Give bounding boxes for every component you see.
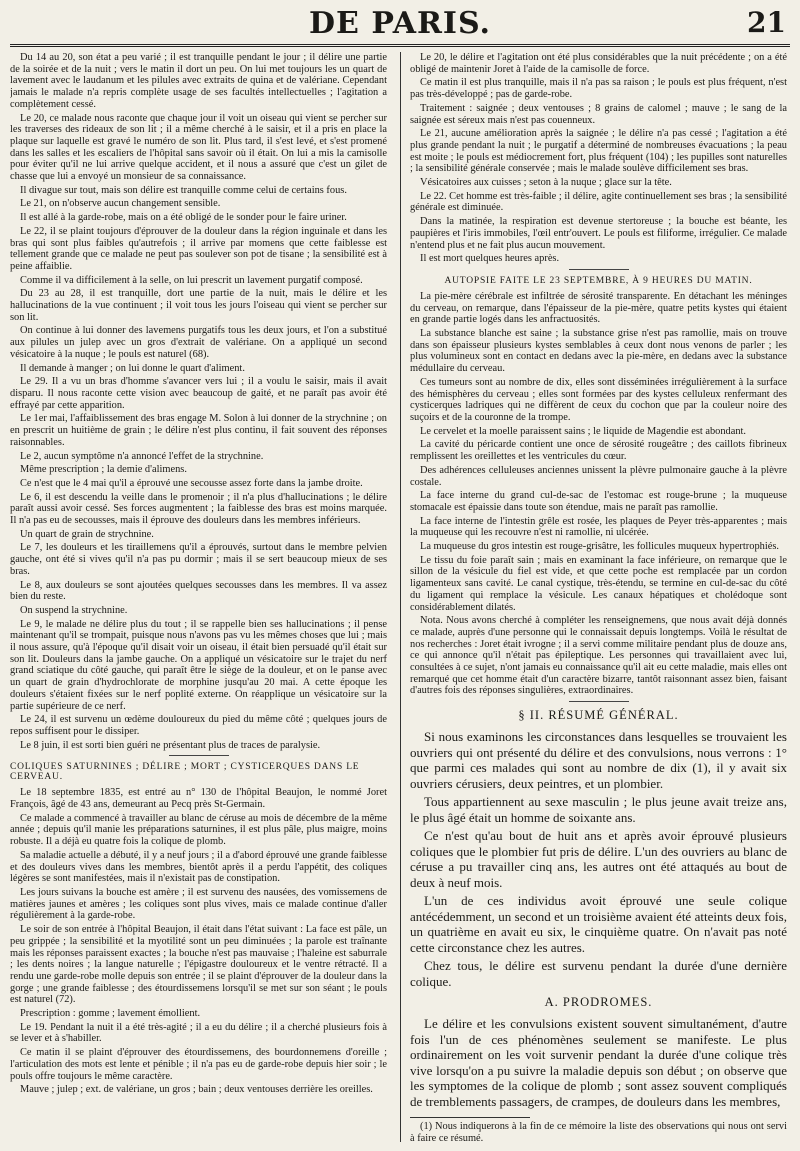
footnote: (1) Nous indiquerons à la fin de ce mémoire la liste des observations qui nous ont servi à faire ce résumé. (410, 1121, 787, 1144)
autopsy-heading: AUTOPSIE FAITE LE 23 SEPTEMBRE, À 9 HEURES DU MATIN. (444, 275, 753, 286)
column-divider (400, 52, 401, 1142)
paragraph: La face interne de l'intestin grêle est rosée, les plaques de Peyer très-apparentes ; mais la muqueuse qui les recouvre n'est ni ramollie, ni ulcérée. (410, 515, 787, 539)
paragraph: Le 18 septembre 1835, est entré au n° 130 de l'hôpital Beaujon, le nommé Joret François, âgé de 43 ans, demeurant au Pecq près St-Germain. (10, 787, 387, 811)
paragraph: Le 2, aucun symptôme n'a annoncé l'effet de la strychnine. (20, 450, 264, 462)
subsection-heading: A. PRODROMES. (544, 995, 653, 1010)
left-case2-paragraphs (10, 787, 387, 1096)
paragraph: Le 21, on n'observe aucun changement sensible. (20, 198, 221, 210)
paragraph: Ce n'est que le 4 mai qu'il a éprouvé une secousse assez forte dans la jambe droite. (20, 477, 363, 489)
case-heading: COLIQUES SATURNINES ; DÉLIRE ; MORT ; CYSTICERQUES DANS LE CERVEAU. (10, 762, 360, 783)
paragraph: Le délire et les convulsions existent souvent simultanément, d'autre fois l'un de ces phénomènes seulement se manifeste. Le plus ordinairement on les voit survenir pendant la durée d'une colique très vive lorsqu'on a pu suivre la maladie depuis son début ; on observe que les symptomes de la colique de plomb ; sont assez souvent compliqués de tremblements passagers, de crampes, de douleurs dans les membres, (410, 1016, 787, 1109)
left-case-paragraphs (10, 52, 387, 751)
paragraph: La face interne du grand cul-de-sac de l'estomac est rouge-brune ; la muqueuse stomacale est épaissie dans toute son étendue, mais ne paraît pas ramollie. (410, 490, 787, 513)
paragraph: Le 24, il est survenu un œdème douloureux du pied du même côté ; quelques jours de repos suffisent pour le dissiper. (10, 714, 387, 737)
paragraph: L'un de ces individus avoit éprouvé une seule colique antécédemment, un second et un troisième avaient été atteints deux fois, un quatrième en avait eu six, le cinquième quatre. On n'avait pas noté cette circonstance chez les autres. (410, 893, 787, 955)
page-header (0, 0, 800, 42)
paragraph: Traitement : saignée ; deux ventouses ; 8 grains de calomel ; mauve ; le sang de la saignée est séreux mais n'est pas couenneux. (410, 102, 787, 126)
paragraph: Le 20, le délire et l'agitation ont été plus considérables que la nuit précédente ; on a été obligé de maintenir Joret à l'aide de la camisolle de force. (410, 52, 787, 75)
left-column (10, 52, 387, 1144)
paragraph: Ces tumeurs sont au nombre de dix, elles sont disséminées irrégulièrement à la surface des hémisphères du cerveau ; elles sont formées par des kystes celluleux renfermant des cysticerques ladriques qui ne diffèrent de ceux du cochon que par la couleur noire des suçoirs et de la couronne de la trompe. (410, 376, 787, 423)
paragraph: On suspend la strychnine. (20, 604, 128, 616)
paragraph: Il demande à manger ; on lui donne le quart d'aliment. (20, 362, 245, 374)
paragraph: Tous appartiennent au sexe masculin ; le plus jeune avait treize ans, le plus âgé était un homme de soixante ans. (410, 794, 787, 825)
right-separator-1 (569, 269, 629, 270)
paragraph: Le 22, il se plaint toujours d'éprouver de la douleur dans la région inguinale et dans les bras qui sont plus faibles qu'autrefois ; il arrive par momens que cette faiblesse est tellement grande que ce malade ne peut pas soulever son pot de tisane ; la sensibilité est à peine affaiblie. (10, 225, 387, 272)
paragraph: Nota. Nous avons cherché à compléter les renseignemens, que nous avait déjà donnés ce malade, auprès d'une personne qui le connaissait depuis longtemps. Voilà le résultat de nos recherches : Joret était ivrogne ; il a servi comme militaire pendant plus de douze ans, ce qui annonce qu'il n'était pas épileptique. Les personnes qui travaillaient avec lui, consultées à ce sujet, n'ont jamais eu connaissance qu'il ait eu cette maladie, mais elles ont remarqué que cet homme était d'un caractère bizarre, tantôt raisonnant assez bien, faisant d'autres fois des réponses singulières, extraordinaires. (410, 615, 787, 697)
paragraph: Le 9, le malade ne délire plus du tout ; il se rappelle bien ses hallucinations ; il pense maintenant qu'il se trompait, puisque nous n'avons pas vu les mêmes choses que lui ; mais il nous assure, qu'à l'époque qu'il disait voir un oiseau, il était bien persuadé qu'il était sur son lit. Douleurs dans la jambe gauche. On a appliqué un vésicatoire sur le trajet du nerf grand sciatique du côté gauche, qui paraît être le siège de la douleur, et on le panse avec un quart de grain d'hydrochlorate de morphine jusqu'au 20 mai. A cette époque les douleurs s'étaient fixées sur le nerf poplité externe. On réapplique un vésicatoire sur la partie supérieure de ce nerf. (10, 618, 387, 712)
paragraph: Du 14 au 20, son état a peu varié ; il est tranquille pendant le jour ; il délire une partie de la soirée et de la nuit ; vers le matin il dort un peu. On lui met toujours les un quart de lavement avec le laudanum et les pilules avec extraits de quina et de valériane. Cependant jamais le malade n'a repris complète usage de ses facultés intellectuelles ; l'agitation a complètement cessé. (10, 52, 387, 110)
paragraph: Si nous examinons les circonstances dans lesquelles se trouvaient les ouvriers qui ont présenté du délire et des convulsions, nous verrons : 1° que parmi ces malades qui sont au nombre de dix (1), il y avait six ouvriers cérusiers, deux peintres, et un plombier. (410, 729, 787, 791)
paragraph: Ce matin il est plus tranquille, mais il n'a pas sa raison ; le pouls est plus fréquent, n'est pas très-développé ; pas de garde-robe. (410, 77, 787, 101)
paragraph: Le 6, il est descendu la veille dans le promenoir ; il n'a plus d'hallucinations ; le délire paraît aussi avoir cessé. Ses forces augmentent ; la faiblesse des bras est moins marquée. Il n'a pas eu de secousses, mais il éprouve des douleurs dans les membres inférieurs. (10, 491, 387, 527)
paragraph: Le 19. Pendant la nuit il a été très-agité ; il a eu du délire ; il a cherché plusieurs fois à se lever et à s'habiller. (10, 1021, 387, 1045)
right-column (410, 52, 787, 1144)
paragraph: Mauve ; julep ; ext. de valériane, un gros ; bain ; deux ventouses derrière les oreilles. (20, 1084, 373, 1096)
paragraph: Le 8 juin, il est sorti bien guéri ne présentant plus de traces de paralysie. (20, 739, 321, 751)
paragraph: Le 7, les douleurs et les tiraillemens qu'il a éprouvés, surtout dans le membre pelvien gauche, ont été si vives qu'il n'a pas pu dormir ; mais il se sert beaucoup mieux de ses bras. (10, 542, 387, 577)
paragraph: Comme il va difficilement à la selle, on lui prescrit un lavement purgatif composé. (20, 274, 363, 286)
paragraph: Le 1er mai, l'affaiblissement des bras engage M. Solon à lui donner de la strychnine ; on en prescrit un huitième de grain ; le délire n'est plus continu, il fait souvent des réponses raisonnables. (10, 413, 387, 448)
section-heading: § II. RÉSUMÉ GÉNÉRAL. (518, 708, 679, 723)
paragraph: Le 20, ce malade nous raconte que chaque jour il voit un oiseau qui vient se percher sur les traverses des rideaux de son lit ; il a même cherché à le saisir, et il a pris en place la plaque sur laquelle est gravé le numéro de son lit. Plus tard, il s'est levé, et s'est promené dans les salles et les escaliers de l'hôpital sans savoir où il était. On lui a mis la camisolle pour éviter qu'il ne lui arrive quelque accident, et il nous a assuré que c'est un gilet de chasse que lui a envoyé un monsieur de sa connaissance. (10, 112, 387, 183)
right-separator-2 (569, 701, 629, 702)
footnote-rule (410, 1117, 530, 1118)
summary-paragraphs (410, 729, 787, 989)
prodromes-paragraphs (410, 1016, 787, 1109)
paragraph: La substance blanche est saine ; la substance grise n'est pas ramollie, mais on trouve dans son épaisseur plusieurs kystes semblables à ceux dont nous venons de parler ; les plus volumineux sont en contact en dedans avec la pie-mère, en dedans avec la substance médullaire du cerveau. (410, 328, 787, 375)
paragraph: Le tissu du foie paraît sain ; mais en examinant la face inférieure, on remarque que le sillon de la vésicule du fiel est vide, et que cette poche est remplacée par un cordon ligamenteux sans cavité. Le canal cystique, très-étendu, se termine en cul-de-sac du côté du ligament qui remplace la vésicule. Les canaux hépatiques et cholédoque sont considérablement dilatés. (410, 554, 787, 613)
left-separator (169, 755, 229, 756)
autopsy-paragraphs (410, 291, 787, 697)
paragraph: Il est mort quelques heures après. (420, 253, 560, 265)
paragraph: Les jours suivans la bouche est amère ; il est survenu des nausées, des vomissemens de matières jaunes et amères ; les coliques sont plus vives, mais ce malade continue d'aller régulièrement à la garde-robe. (10, 887, 387, 922)
paragraph: Le 21, aucune amélioration après la saignée ; le délire n'a pas cessé ; l'agitation a été plus grande pendant la nuit ; le purgatif a déterminé de nombreuses évacuations ; la peau est moite ; le pouls est médiocrement fort, plus fréquent (104) ; les pupilles sont naturelles ; la sensibilité générale conservée ; mais le malade soulève difficilement ses bras. (410, 128, 787, 175)
paragraph: Dans la matinée, la respiration est devenue stertoreuse ; la bouche est béante, les paupières et l'iris immobiles, l'œil entr'ouvert. Le pouls est filiforme, irrégulier. Ce malade n'entend plus et ne fait plus aucun mouvement. (410, 216, 787, 251)
paragraph: Il est allé à la garde-robe, mais on a été obligé de le sonder pour le faire uriner. (20, 212, 347, 224)
page-number: 21 (747, 6, 786, 39)
paragraph: Ce n'est qu'au bout de huit ans et après avoir éprouvé plusieurs coliques que le plombier fut pris de délire. L'un des ouvriers au blanc de céruse a pu travailler cinq ans, les autres ont été attaqués au bout de deux à neuf mois. (410, 828, 787, 890)
paragraph: Un quart de grain de strychnine. (20, 528, 154, 540)
paragraph: Sa maladie actuelle a débuté, il y a neuf jours ; il a d'abord éprouvé une grande faiblesse et des douleurs vives dans les membres, bientôt après il a perdu l'appétit, des coliques légères se sont manifestées, mais il n'existait pas de constipation. (10, 849, 387, 885)
paragraph: Du 23 au 28, il est tranquille, dort une partie de la nuit, mais le délire et les hallucinations de la vue continuent ; il voit tous les jours l'oiseau qui vient se percher sur son lit. (10, 288, 387, 323)
paragraph: Chez tous, le délire est survenu pendant la durée d'une dernière colique. (410, 958, 787, 989)
paragraph: Vésicatoires aux cuisses ; seton à la nuque ; glace sur la tête. (420, 177, 672, 189)
paragraph: Le 22. Cet homme est très-faible ; il délire, agite continuellement ses bras ; la sensibilité générale est diminuée. (410, 190, 787, 214)
header-rule (10, 44, 790, 47)
paragraph: Le cervelet et la moelle paraissent sains ; le liquide de Magendie est abondant. (420, 425, 747, 437)
paragraph: Il divague sur tout, mais son délire est tranquille comme celui de certains fous. (20, 184, 347, 196)
paragraph: Le 8, aux douleurs se sont ajoutées quelques secousses dans les membres. Il va assez bien du reste. (10, 579, 387, 603)
paragraph: Ce malade a commencé à travailler au blanc de céruse au mois de décembre de la même année ; depuis qu'il manie les préparations saturnines, il est plus pâle, plus maigre, moins robuste. Il a déjà eu quatre fois la colique de plomb. (10, 812, 387, 848)
paragraph: Ce matin il se plaint d'éprouver des étourdissemens, des bourdonnemens d'oreille ; l'articulation des mots est lente et pénible ; il n'a pas eu de garde-robe depuis hier soir ; le pouls offre toujours le même caractère. (10, 1047, 387, 1082)
paragraph: La muqueuse du gros intestin est rouge-grisâtre, les follicules muqueux hypertrophiés. (420, 541, 779, 553)
paragraph: La cavité du péricarde contient une once de sérosité rougeâtre ; des caillots fibrineux remplissent les oreillettes et les ventricules du cœur. (410, 439, 787, 463)
paragraph: Le soir de son entrée à l'hôpital Beaujon, il était dans l'état suivant : La face est pâle, un peu grippée ; la sensibilité et la myotilité sont un peu diminuées ; la parole est traînante mais les réponses paraissent exactes ; la bouche n'est pas mauvaise ; l'haleine est saburrale ; les dents noires ; la langue naturelle ; l'épigastre douloureux et le ventre rétracté. Il a rendu une garde-robe molle depuis son entrée ; il se plaint d'éprouver de la douleur dans la gorge ; une grande faiblesse ; des étourdissemens lorsqu'il se met sur son séant ; le pouls est naturel (72). (10, 924, 387, 1006)
paragraph: Même prescription ; la demie d'alimens. (20, 464, 187, 476)
paragraph: La pie-mère cérébrale est infiltrée de sérosité transparente. En détachant les méninges du cerveau, on remarque, dans l'épaisseur de la pie-mère, quatre petits kystes qui étaient en grande partie logés dans les anfractuosités. (410, 290, 787, 326)
paragraph: Prescription : gomme ; lavement émollient. (20, 1008, 201, 1020)
running-title: DE PARIS. (309, 6, 491, 41)
paragraph: On continue à lui donner des lavemens purgatifs tous les deux jours, et l'on a substitué aux pilules un julep avec un gros d'extrait de valériane. On a appliqué un second vésicatoire à la nuque ; le pouls est naturel (68). (10, 325, 387, 360)
paragraph: Le 29. Il a vu un bras d'homme s'avancer vers lui ; il a voulu le saisir, mais il avait disparu. Il nous raconte cette vision avec beaucoup de gaité, et ne paraît pas avoir été effrayé par cette apparition. (10, 376, 387, 411)
right-case-paragraphs (410, 52, 787, 265)
paragraph: Des adhérences celluleuses anciennes unissent la plèvre pulmonaire gauche à la plèvre costale. (410, 464, 787, 488)
